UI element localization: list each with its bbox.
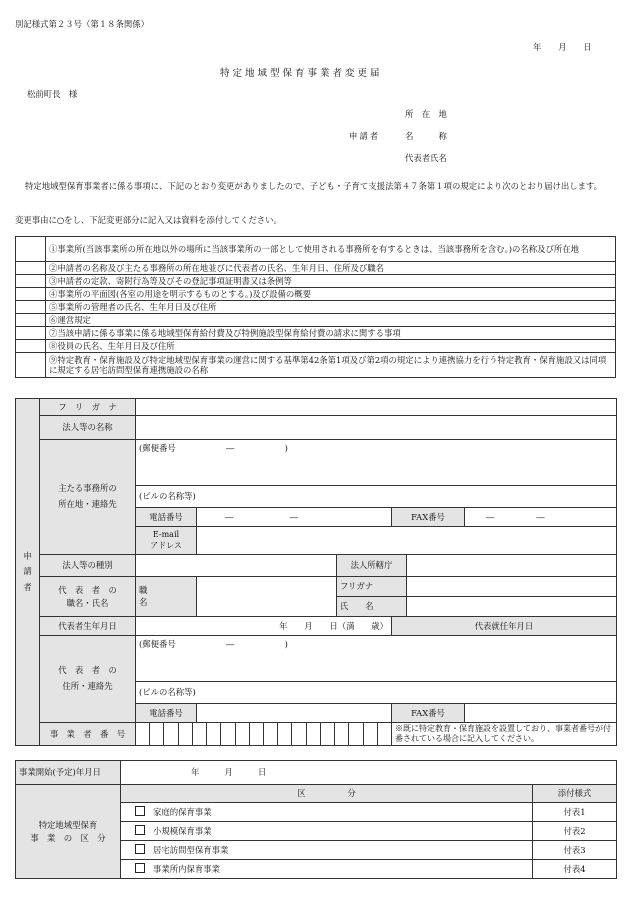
main-office-fax-field[interactable]	[465, 508, 617, 527]
main-office-phone-label: 電話番号	[136, 508, 197, 527]
addressee: 松前町長 様	[27, 89, 78, 99]
change-item-check[interactable]	[16, 353, 46, 378]
rep-appointed-label: 代表就任年月日	[392, 617, 617, 636]
category-header: 区 分	[121, 785, 533, 803]
category-section-label: 特定地域型保育 事 業 の 区 分	[16, 785, 121, 879]
main-office-fax-label: FAX番号	[392, 508, 465, 527]
category-option[interactable]	[121, 841, 533, 860]
fax-dash-1: ―	[485, 511, 495, 522]
main-office-phone-field[interactable]	[197, 508, 392, 527]
change-item-check[interactable]	[16, 237, 46, 262]
change-item-label: ⑦当該申請に係る事業に係る地域型保育給付費及び特例施設型保育給付費の請求に関する事項	[46, 327, 616, 340]
furigana-label: フ リ ガ ナ	[40, 399, 136, 416]
main-office-email-label: E-mail アドレス	[136, 527, 197, 555]
business-category-table	[15, 760, 617, 879]
change-items-table	[15, 236, 616, 378]
change-item-check[interactable]	[16, 262, 46, 275]
change-item-label: ①事業所(当該事業所の所在地以外の場所に当該事業所の一部として使用される事務所を有するときは、当該事務所を含む。)の名称及び所在地	[46, 237, 616, 262]
corp-name-field[interactable]	[136, 416, 617, 440]
rep-address-postal[interactable]: (郵便番号 ― )	[136, 636, 617, 682]
rep-address-label: 代 表 者 の 住所・連絡先	[40, 636, 136, 723]
biz-number-label: 事 業 者 番 号	[40, 723, 136, 746]
rep-furigana-label: フリガナ	[337, 577, 407, 597]
change-item-check[interactable]	[16, 327, 46, 340]
change-item-row	[16, 275, 616, 288]
start-date-label: 事業開始(予定)年月日	[16, 761, 121, 785]
rep-address-building[interactable]: (ビルの名称等)	[136, 682, 617, 704]
rep-title-label: 職 名	[136, 577, 197, 617]
applicant-label: 申請者	[349, 131, 381, 141]
checkbox-icon[interactable]	[135, 806, 145, 816]
change-item-check[interactable]	[16, 288, 46, 301]
category-attachment: 付表3	[533, 841, 617, 860]
fax-dash-2: ―	[536, 511, 545, 522]
form-number: 別記様式第２３号（第１８条関係）	[15, 19, 149, 29]
rep-phone-label: 電話番号	[136, 704, 197, 723]
rep-phone-field[interactable]	[197, 704, 392, 723]
rep-title-name-label: 代 表 者 の 職名・氏名	[40, 577, 136, 617]
change-item-check[interactable]	[16, 275, 46, 288]
change-item-row	[16, 301, 616, 314]
category-option[interactable]	[121, 822, 533, 841]
checkbox-icon[interactable]	[135, 844, 145, 854]
category-name: 小規模保育事業	[153, 826, 212, 837]
rep-name-label: 氏 名	[337, 597, 407, 617]
applicant-name-label: 名 称	[405, 131, 447, 141]
change-item-label: ⑧役員の氏名、生年月日及び住所	[46, 340, 616, 353]
biz-number-note: ※既に特定教育・保育施設を設置しており、事業者番号が付番されている場合に記入してください。	[392, 723, 617, 746]
checkbox-icon[interactable]	[135, 825, 145, 835]
change-item-check[interactable]	[16, 301, 46, 314]
category-option[interactable]	[121, 860, 533, 879]
intro-text: 特定地域型保育事業者に係る事項に、下記のとおり変更がありましたので、子ども・子育て支援法第４７条第１項の規定により次のとおり届け出します。	[25, 181, 603, 191]
category-name: 事業所内保育事業	[153, 864, 220, 875]
change-item-check[interactable]	[16, 340, 46, 353]
change-item-label: ④事業所の平面図(各室の用途を明示するものとする。)及び設備の概要	[46, 288, 616, 301]
change-item-check[interactable]	[16, 314, 46, 327]
applicant-side-label: 申 請 者	[16, 399, 40, 746]
instruction-text: 変更事由に○をし、下記変更部分に記入又は資料を添付してください。	[15, 215, 282, 225]
change-item-label: ③申請者の定款、寄附行為等及びその登記事項証明書又は条例等	[46, 275, 616, 288]
rep-birth-label: 代表者生年月日	[40, 617, 136, 636]
change-item-row	[16, 353, 616, 378]
change-item-row	[16, 262, 616, 275]
change-item-label: ⑨特定教育・保育施設及び特定地域型保育事業の運営に関する基準第42条第1項及び第2項の規定により連携協力を行う特定教育・保育施設又は同項に規定する居宅訪問型保育連携施設の名称	[46, 353, 616, 378]
main-office-postal[interactable]: (郵便番号 ― )	[136, 440, 617, 486]
rep-title-field[interactable]	[197, 577, 337, 617]
change-item-row	[16, 237, 616, 262]
corp-office-label: 法人所轄庁	[337, 555, 407, 577]
phone-dash-2: ―	[289, 511, 299, 522]
main-office-label: 主たる事務所の 所在地・連絡先	[40, 440, 136, 555]
category-name: 居宅訪問型保育事業	[153, 845, 229, 856]
change-item-label: ⑥運営規定	[46, 314, 616, 327]
phone-dash-1: ―	[224, 511, 234, 522]
corp-type-field[interactable]	[136, 555, 337, 577]
category-attachment: 付表1	[533, 803, 617, 822]
change-item-row	[16, 327, 616, 340]
main-office-building[interactable]: (ビルの名称等)	[136, 486, 617, 508]
change-item-row	[16, 340, 616, 353]
corp-office-field[interactable]	[407, 555, 617, 577]
page-title: 特定地域型保育事業者変更届	[220, 68, 383, 79]
rep-fax-field[interactable]	[465, 704, 617, 723]
date-line: 年 月 日	[533, 42, 592, 52]
main-office-email-field[interactable]	[197, 527, 617, 555]
furigana-field[interactable]	[136, 399, 617, 416]
rep-name-field[interactable]	[407, 597, 617, 617]
applicant-address-label: 所 在 地	[405, 109, 447, 119]
change-item-label: ②申請者の名称及び主たる事務所の所在地並びに代表者の氏名、生年月日、住所及び職名	[46, 262, 616, 275]
change-item-row	[16, 288, 616, 301]
checkbox-icon[interactable]	[135, 863, 145, 873]
category-option[interactable]	[121, 803, 533, 822]
category-attachment: 付表4	[533, 860, 617, 879]
biz-number-cells	[136, 723, 391, 745]
rep-birth-field[interactable]: 年 月 日（満 歳）	[136, 617, 392, 636]
rep-furigana-field[interactable]	[407, 577, 617, 597]
biz-number-field[interactable]	[136, 723, 392, 746]
corp-name-label: 法人等の名称	[40, 416, 136, 440]
attachment-header: 添付様式	[533, 785, 617, 803]
category-name: 家庭的保育事業	[153, 807, 212, 818]
rep-fax-label: FAX番号	[392, 704, 465, 723]
category-attachment: 付表2	[533, 822, 617, 841]
change-item-label: ⑤事業所の管理者の氏名、生年月日及び住所	[46, 301, 616, 314]
start-date-field[interactable]: 年 月 日	[121, 761, 617, 785]
change-item-row	[16, 314, 616, 327]
applicant-rep-label: 代表者氏名	[405, 153, 447, 163]
application-form-table	[15, 398, 617, 746]
corp-type-label: 法人等の種別	[40, 555, 136, 577]
